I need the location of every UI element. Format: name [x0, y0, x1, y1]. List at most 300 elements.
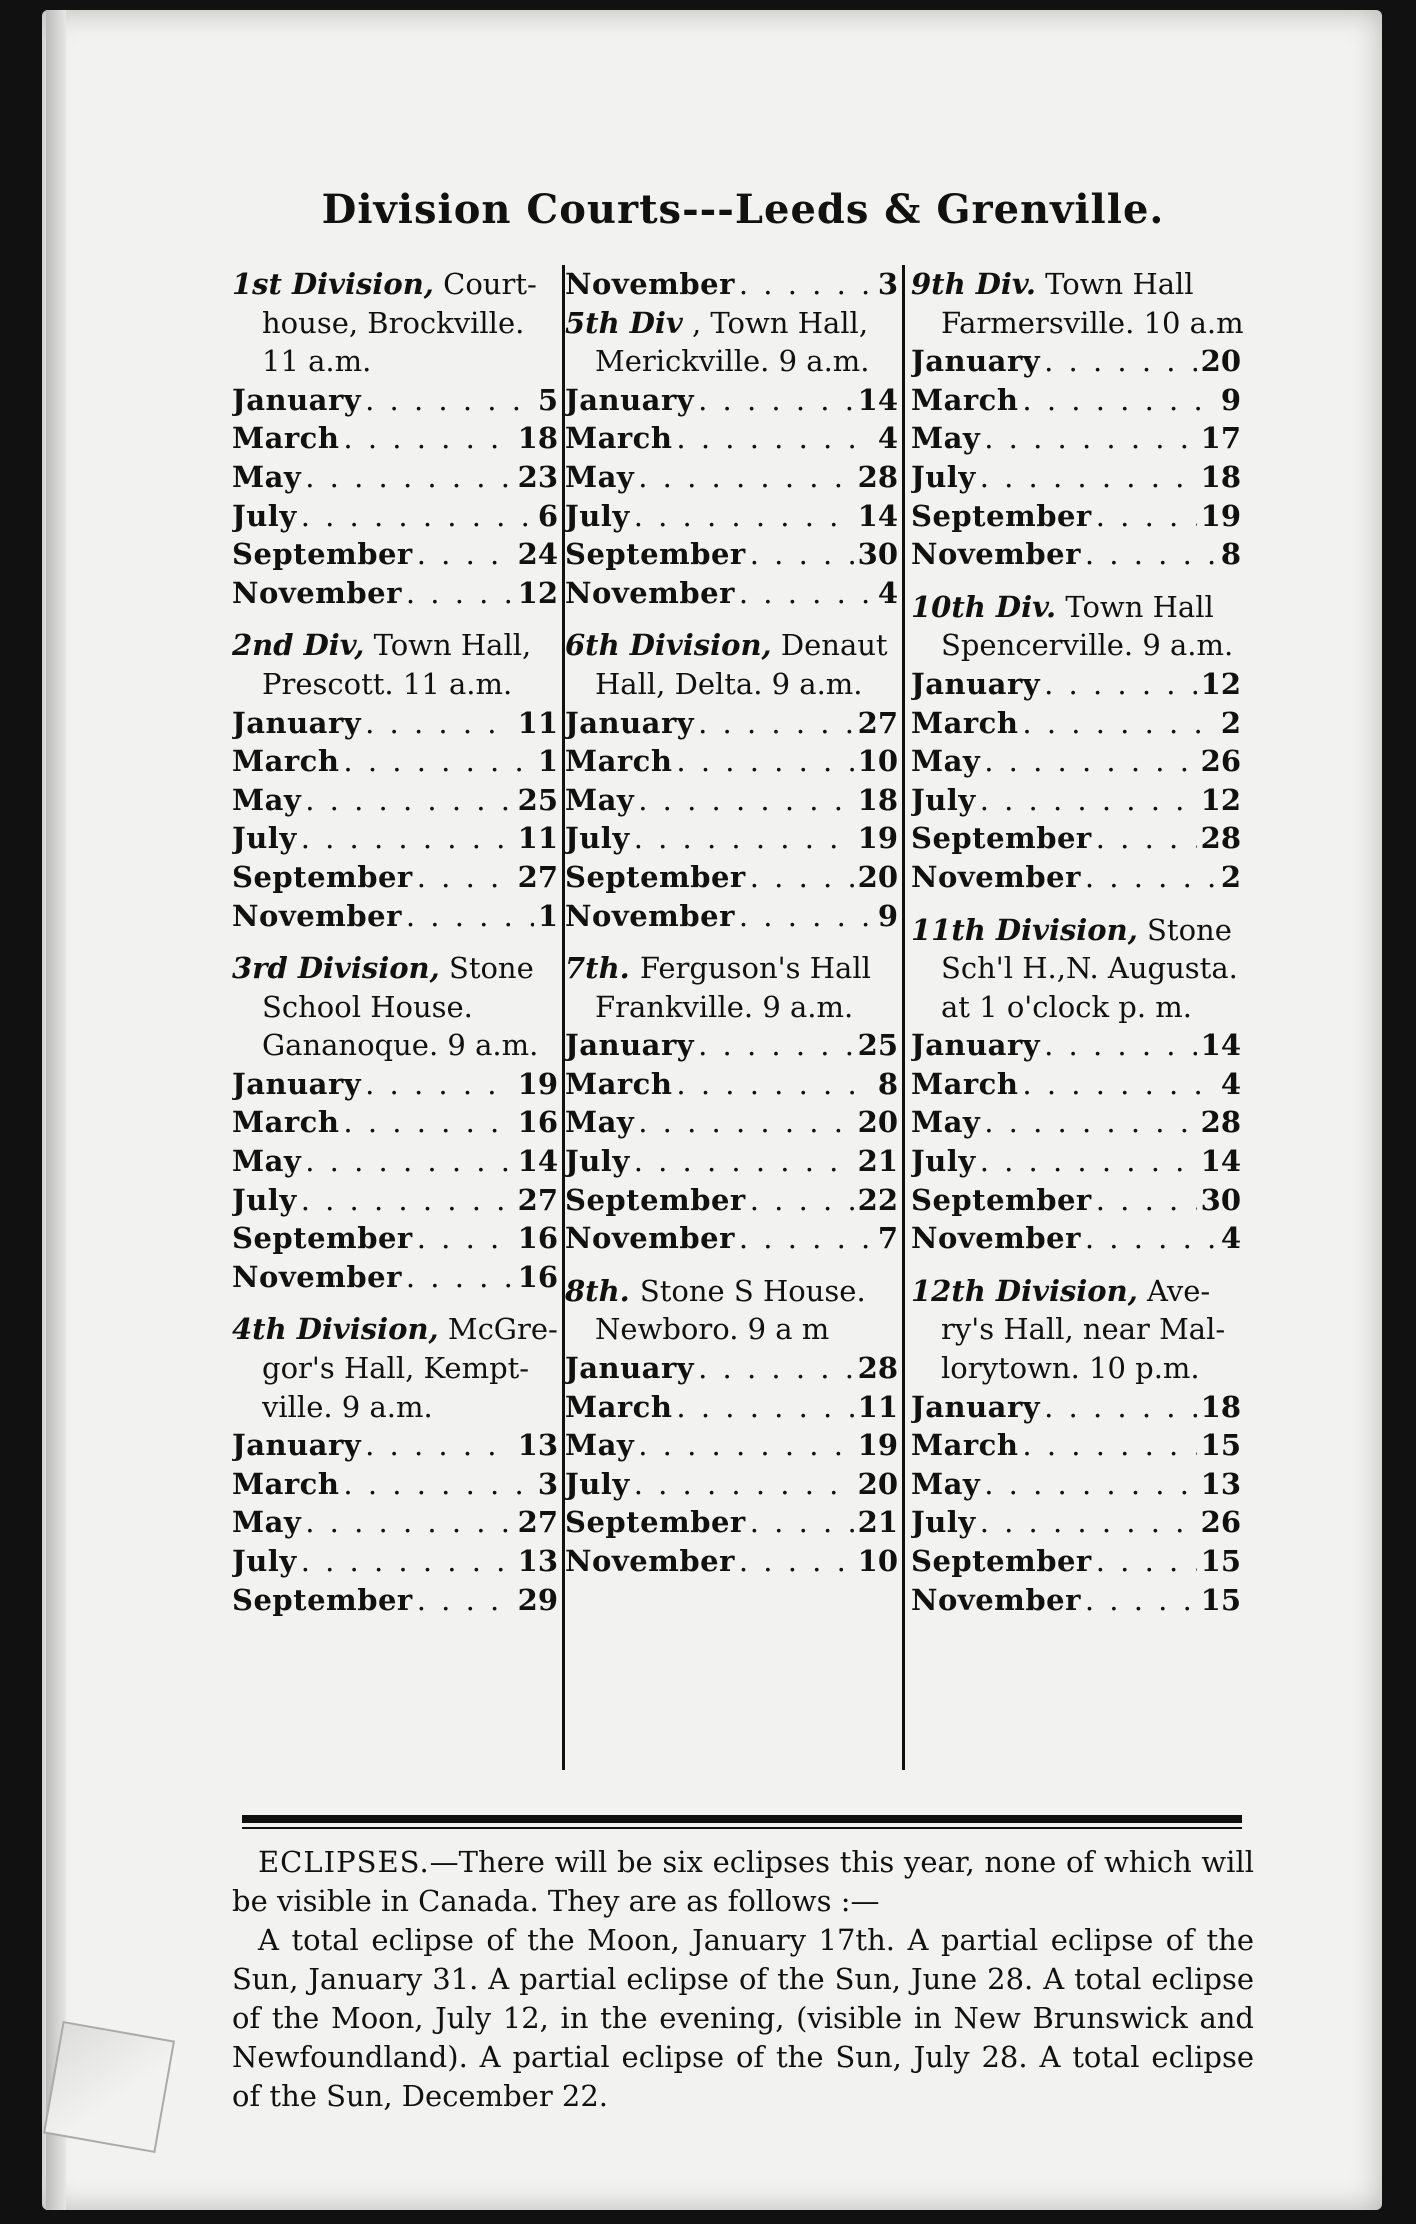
court-date-row	[232, 574, 562, 613]
leader-dots	[343, 419, 513, 458]
leader-dots	[1022, 1065, 1216, 1104]
leader-dots	[750, 858, 854, 897]
court-date-row	[565, 1026, 902, 1065]
division-header-line: Prescott. 11 a.m.	[262, 666, 513, 701]
division-header-line: 11th Division, Stone	[911, 912, 1232, 947]
block-gap	[232, 935, 562, 949]
month-label: March	[911, 705, 1019, 740]
division-block	[911, 588, 1245, 897]
month-label: September	[232, 859, 413, 894]
day-number: 18	[1200, 1389, 1241, 1424]
month-label: March	[565, 421, 673, 456]
leader-dots	[406, 1258, 514, 1297]
month-label: September	[911, 1544, 1092, 1578]
leader-dots	[417, 858, 514, 897]
court-date-row	[565, 1503, 902, 1542]
court-date-row	[911, 858, 1245, 897]
leader-dots	[980, 1503, 1197, 1542]
division-header-line: 2nd Div, Town Hall,	[232, 628, 532, 663]
leader-dots	[676, 1388, 853, 1427]
division-block	[565, 949, 902, 1258]
month-label: May	[565, 782, 635, 817]
leader-dots	[750, 1503, 854, 1542]
court-date-row	[911, 1026, 1245, 1065]
day-number: 18	[517, 421, 558, 456]
day-number: 1	[537, 898, 558, 933]
month-label: January	[911, 1389, 1041, 1424]
month-label: September	[565, 1505, 746, 1540]
leader-dots	[634, 497, 854, 536]
day-number: 10	[857, 744, 898, 779]
division-header-line: Hall, Delta. 9 a.m.	[595, 666, 863, 701]
day-number: 14	[857, 498, 898, 533]
division-header-line: Sch'l H.,N. Augusta.	[941, 951, 1238, 986]
leader-dots	[638, 458, 853, 497]
month-label: May	[565, 1105, 635, 1140]
leader-dots	[417, 535, 514, 574]
division-header-line: 8th. Stone S House.	[565, 1273, 866, 1308]
day-number: 3	[877, 267, 898, 301]
day-number: 14	[517, 1144, 558, 1179]
leader-dots	[698, 704, 854, 743]
leader-dots	[1044, 665, 1197, 704]
division-block	[565, 304, 902, 613]
leader-dots	[1044, 1388, 1197, 1427]
court-date-row	[232, 458, 562, 497]
day-number: 18	[1200, 459, 1241, 494]
day-number: 15	[1200, 1428, 1241, 1463]
court-date-row	[565, 1219, 902, 1258]
leader-dots	[739, 1219, 874, 1258]
month-label: July	[232, 498, 297, 533]
month-label: July	[911, 459, 976, 494]
month-label: March	[565, 1066, 673, 1101]
leader-dots	[1044, 1026, 1197, 1065]
court-date-row	[232, 1542, 562, 1581]
leader-dots	[301, 1542, 514, 1581]
leader-dots	[406, 574, 514, 613]
division-header-line: lorytown. 10 p.m.	[941, 1351, 1200, 1386]
day-number: 14	[857, 382, 898, 417]
month-label: July	[911, 782, 976, 817]
month-label: March	[232, 744, 340, 779]
leader-dots	[980, 1142, 1197, 1181]
division-block	[565, 1272, 902, 1581]
month-label: May	[911, 421, 981, 456]
leader-dots	[365, 704, 514, 743]
leader-dots	[1022, 704, 1216, 743]
month-label: May	[232, 459, 302, 494]
month-label: July	[911, 1505, 976, 1540]
day-number: 5	[537, 382, 558, 417]
leader-dots	[698, 1026, 854, 1065]
month-label: July	[232, 821, 297, 856]
month-label: November	[232, 898, 402, 933]
leader-dots	[417, 1581, 514, 1620]
day-number: 2	[1220, 705, 1241, 740]
month-label: November	[911, 1221, 1081, 1256]
leader-dots	[343, 742, 533, 781]
month-label: March	[232, 421, 340, 456]
leader-dots	[1044, 342, 1197, 381]
division-header-line: gor's Hall, Kempt-	[262, 1351, 530, 1386]
day-number: 11	[517, 821, 558, 856]
leader-dots	[676, 1065, 873, 1104]
day-number: 11	[857, 1389, 898, 1424]
division-header-line: Frankville. 9 a.m.	[595, 989, 854, 1024]
leader-dots	[739, 574, 874, 613]
division-header-line: 7th. Ferguson's Hall	[565, 951, 871, 986]
court-date-row	[911, 535, 1245, 574]
leader-dots	[305, 1503, 513, 1542]
court-date-row	[565, 704, 902, 743]
day-number: 10	[857, 1544, 898, 1578]
leader-dots	[750, 1181, 854, 1220]
day-number: 4	[877, 575, 898, 610]
day-number: 28	[1200, 821, 1241, 856]
court-date-row	[911, 458, 1245, 497]
leader-dots	[984, 419, 1196, 458]
day-number: 11	[517, 705, 558, 740]
leader-dots	[343, 1465, 533, 1504]
division-header-line: at 1 o'clock p. m.	[941, 989, 1192, 1024]
court-date-row	[565, 897, 902, 936]
day-number: 16	[517, 1221, 558, 1256]
leader-dots	[301, 819, 514, 858]
court-date-row	[232, 1465, 562, 1504]
month-label: March	[565, 744, 673, 779]
division-header-line: School House.	[262, 989, 473, 1024]
month-label: March	[232, 1105, 340, 1140]
leader-dots	[750, 535, 854, 574]
month-label: November	[911, 1582, 1081, 1617]
court-date-row	[232, 704, 562, 743]
division-block	[232, 265, 562, 612]
court-date-row	[911, 381, 1245, 420]
day-number: 20	[857, 859, 898, 894]
court-date-row	[911, 742, 1245, 781]
leader-dots	[1096, 819, 1197, 858]
day-number: 20	[857, 1466, 898, 1501]
month-label: January	[565, 1351, 695, 1386]
month-label: September	[565, 1182, 746, 1217]
leader-dots	[698, 381, 854, 420]
month-label: November	[565, 1544, 735, 1578]
page-title: Division Courts---Leeds & Grenville.	[321, 186, 1165, 233]
month-label: March	[911, 1066, 1019, 1101]
leader-dots	[1085, 535, 1217, 574]
division-block	[232, 1310, 562, 1619]
day-number: 16	[517, 1105, 558, 1140]
month-label: September	[911, 821, 1092, 856]
month-label: January	[565, 382, 695, 417]
day-number: 6	[537, 498, 558, 533]
column-1	[232, 265, 562, 1770]
division-header-line: 4th Division, McGre-	[232, 1312, 558, 1347]
division-block	[232, 626, 562, 935]
block-gap	[565, 1258, 902, 1272]
eclipses-intro: —There will be six eclipses this year, none of which will be visible in Canada. They are as follows :—	[232, 1845, 1254, 1918]
leader-dots	[301, 497, 534, 536]
leader-dots	[1022, 1426, 1196, 1465]
day-number: 14	[1200, 1028, 1241, 1063]
leader-dots	[739, 1542, 854, 1581]
leader-dots	[406, 897, 534, 936]
leader-dots	[365, 1065, 514, 1104]
court-date-row	[565, 742, 902, 781]
leader-dots	[676, 742, 853, 781]
leader-dots	[634, 1465, 854, 1504]
eclipses-body: A total eclipse of the Moon, January 17th. A partial eclipse of the Sun, January 31. A partial eclipse of the Sun, June 28. A total eclipse of the Moon, July 12, in the evening, (visible in New Brunswick and Newfoundland). A partial eclipse of the Sun, July 28. A total eclipse of the Sun, December 22.	[232, 1923, 1254, 2113]
division-header-line: 5th Div , Town Hall,	[565, 305, 869, 340]
court-date-row	[565, 458, 902, 497]
division-block	[565, 626, 902, 935]
day-number: 22	[857, 1182, 898, 1217]
court-schedule	[232, 265, 1254, 1770]
month-label: March	[232, 1466, 340, 1501]
division-block	[565, 265, 902, 304]
day-number: 20	[1200, 344, 1241, 379]
day-number: 19	[857, 821, 898, 856]
court-date-row	[911, 1103, 1245, 1142]
column-3	[902, 265, 1245, 1770]
division-header-line: 3rd Division, Stone	[232, 951, 534, 986]
court-date-row	[565, 1142, 902, 1181]
day-number: 16	[517, 1259, 558, 1294]
month-label: July	[565, 1144, 630, 1179]
division-block	[232, 949, 562, 1296]
month-label: November	[232, 1259, 402, 1294]
month-label: July	[565, 821, 630, 856]
day-number: 24	[517, 537, 558, 572]
division-block	[911, 911, 1245, 1258]
month-label: November	[565, 898, 735, 933]
leader-dots	[984, 1465, 1196, 1504]
court-date-row	[565, 1181, 902, 1220]
day-number: 19	[517, 1066, 558, 1101]
month-label: September	[911, 1182, 1092, 1217]
day-number: 4	[877, 421, 898, 456]
leader-dots	[301, 1181, 514, 1220]
court-date-row	[911, 1581, 1245, 1620]
leader-dots	[638, 1426, 853, 1465]
day-number: 7	[877, 1221, 898, 1256]
day-number: 12	[517, 575, 558, 610]
day-number: 13	[517, 1544, 558, 1578]
division-header-line: 6th Division, Denaut	[565, 628, 888, 663]
court-date-row	[911, 781, 1245, 820]
division-header-line: Newboro. 9 a m	[595, 1312, 830, 1347]
court-date-row	[232, 858, 562, 897]
court-date-row	[232, 1219, 562, 1258]
court-date-row	[232, 897, 562, 936]
month-label: May	[911, 744, 981, 779]
block-gap	[232, 1296, 562, 1310]
day-number: 27	[517, 859, 558, 894]
court-date-row	[565, 1349, 902, 1388]
day-number: 9	[877, 898, 898, 933]
day-number: 27	[517, 1182, 558, 1217]
court-date-row	[232, 742, 562, 781]
court-date-row	[911, 1142, 1245, 1181]
division-header-line: house, Brockville.	[262, 305, 525, 340]
division-header-line: Merickville. 9 a.m.	[595, 344, 870, 379]
day-number: 28	[1200, 1105, 1241, 1140]
month-label: September	[232, 537, 413, 572]
month-label: July	[232, 1544, 297, 1578]
court-date-row	[565, 1426, 902, 1465]
day-number: 30	[857, 537, 898, 572]
almanac-sheet	[232, 175, 1254, 2113]
leader-dots	[365, 1426, 514, 1465]
court-date-row	[565, 497, 902, 536]
leader-dots	[417, 1219, 514, 1258]
eclipses-heading: ECLIPSES.	[258, 1845, 430, 1879]
leader-dots	[698, 1349, 854, 1388]
court-date-row	[911, 819, 1245, 858]
leader-dots	[1096, 1181, 1197, 1220]
month-label: May	[232, 1144, 302, 1179]
day-number: 27	[517, 1505, 558, 1540]
court-date-row	[232, 1258, 562, 1297]
month-label: January	[911, 1028, 1041, 1063]
court-date-row	[565, 535, 902, 574]
month-label: September	[232, 1582, 413, 1617]
month-label: July	[565, 498, 630, 533]
leader-dots	[980, 781, 1197, 820]
day-number: 29	[517, 1582, 558, 1617]
court-date-row	[565, 1065, 902, 1104]
leader-dots	[305, 781, 513, 820]
day-number: 30	[1200, 1182, 1241, 1217]
month-label: July	[232, 1182, 297, 1217]
block-gap	[911, 574, 1245, 588]
day-number: 2	[1220, 859, 1241, 894]
court-date-row	[232, 419, 562, 458]
court-date-row	[232, 1426, 562, 1465]
leader-dots	[305, 458, 513, 497]
month-label: September	[565, 537, 746, 572]
month-label: September	[565, 859, 746, 894]
block-gap	[911, 897, 1245, 911]
court-date-row	[911, 1542, 1245, 1581]
day-number: 13	[1200, 1466, 1241, 1501]
day-number: 9	[1220, 382, 1241, 417]
leader-dots	[638, 1103, 853, 1142]
day-number: 17	[1200, 421, 1241, 456]
day-number: 8	[877, 1066, 898, 1101]
leader-dots	[984, 1103, 1196, 1142]
month-label: November	[565, 1221, 735, 1256]
month-label: January	[232, 705, 362, 740]
court-date-row	[232, 381, 562, 420]
block-gap	[232, 612, 562, 626]
leader-dots	[1096, 497, 1197, 536]
court-date-row	[911, 1219, 1245, 1258]
day-number: 12	[1200, 782, 1241, 817]
leader-dots	[638, 781, 853, 820]
day-number: 15	[1200, 1582, 1241, 1617]
leader-dots	[980, 458, 1197, 497]
division-header-line: Spencerville. 9 a.m.	[941, 628, 1234, 663]
month-label: November	[911, 537, 1081, 572]
day-number: 26	[1200, 744, 1241, 779]
division-header-line: 1st Division, Court-	[232, 267, 537, 301]
day-number: 14	[1200, 1144, 1241, 1179]
leader-dots	[343, 1103, 513, 1142]
day-number: 20	[857, 1105, 898, 1140]
day-number: 19	[1200, 498, 1241, 533]
court-date-row	[565, 1542, 902, 1581]
month-label: November	[565, 575, 735, 610]
court-date-row	[232, 819, 562, 858]
folded-corner	[43, 2021, 175, 2153]
court-date-row	[911, 1426, 1245, 1465]
court-date-row	[911, 1465, 1245, 1504]
block-gap	[911, 1258, 1245, 1272]
court-date-row	[565, 574, 902, 613]
division-header-line: ry's Hall, near Mal-	[941, 1312, 1226, 1347]
leader-dots	[634, 819, 854, 858]
day-number: 8	[1220, 537, 1241, 572]
day-number: 26	[1200, 1505, 1241, 1540]
month-label: March	[911, 1428, 1019, 1463]
block-gap	[565, 612, 902, 626]
division-header-line: ville. 9 a.m.	[262, 1389, 433, 1424]
court-date-row	[232, 1181, 562, 1220]
court-date-row	[911, 419, 1245, 458]
day-number: 3	[537, 1466, 558, 1501]
column-2	[562, 265, 902, 1770]
court-date-row	[911, 665, 1245, 704]
month-label: January	[911, 666, 1041, 701]
court-date-row	[565, 1465, 902, 1504]
leader-dots	[634, 1142, 854, 1181]
court-date-row	[911, 1503, 1245, 1542]
month-label: May	[911, 1105, 981, 1140]
month-label: January	[232, 1066, 362, 1101]
day-number: 27	[857, 705, 898, 740]
court-date-row	[232, 535, 562, 574]
day-number: 21	[857, 1505, 898, 1540]
month-label: January	[232, 1428, 362, 1463]
day-number: 25	[857, 1028, 898, 1063]
court-date-row	[232, 497, 562, 536]
leader-dots	[676, 419, 873, 458]
month-label: May	[565, 459, 635, 494]
leader-dots	[739, 897, 874, 936]
day-number: 1	[537, 744, 558, 779]
month-label: May	[565, 1428, 635, 1463]
leader-dots	[1022, 381, 1216, 420]
month-label: May	[232, 782, 302, 817]
page-edge	[46, 10, 66, 2210]
court-date-row	[911, 342, 1245, 381]
day-number: 12	[1200, 666, 1241, 701]
day-number: 19	[857, 1428, 898, 1463]
division-header-line: 12th Division, Ave-	[911, 1273, 1211, 1308]
court-date-row	[232, 1142, 562, 1181]
day-number: 4	[1220, 1221, 1241, 1256]
division-block	[911, 1272, 1245, 1619]
divider-rule	[242, 1815, 1242, 1823]
leader-dots	[984, 742, 1196, 781]
division-header-line: Gananoque. 9 a.m.	[262, 1028, 539, 1063]
court-date-row	[565, 858, 902, 897]
day-number: 28	[857, 459, 898, 494]
court-date-row	[911, 704, 1245, 743]
division-block	[911, 265, 1245, 574]
